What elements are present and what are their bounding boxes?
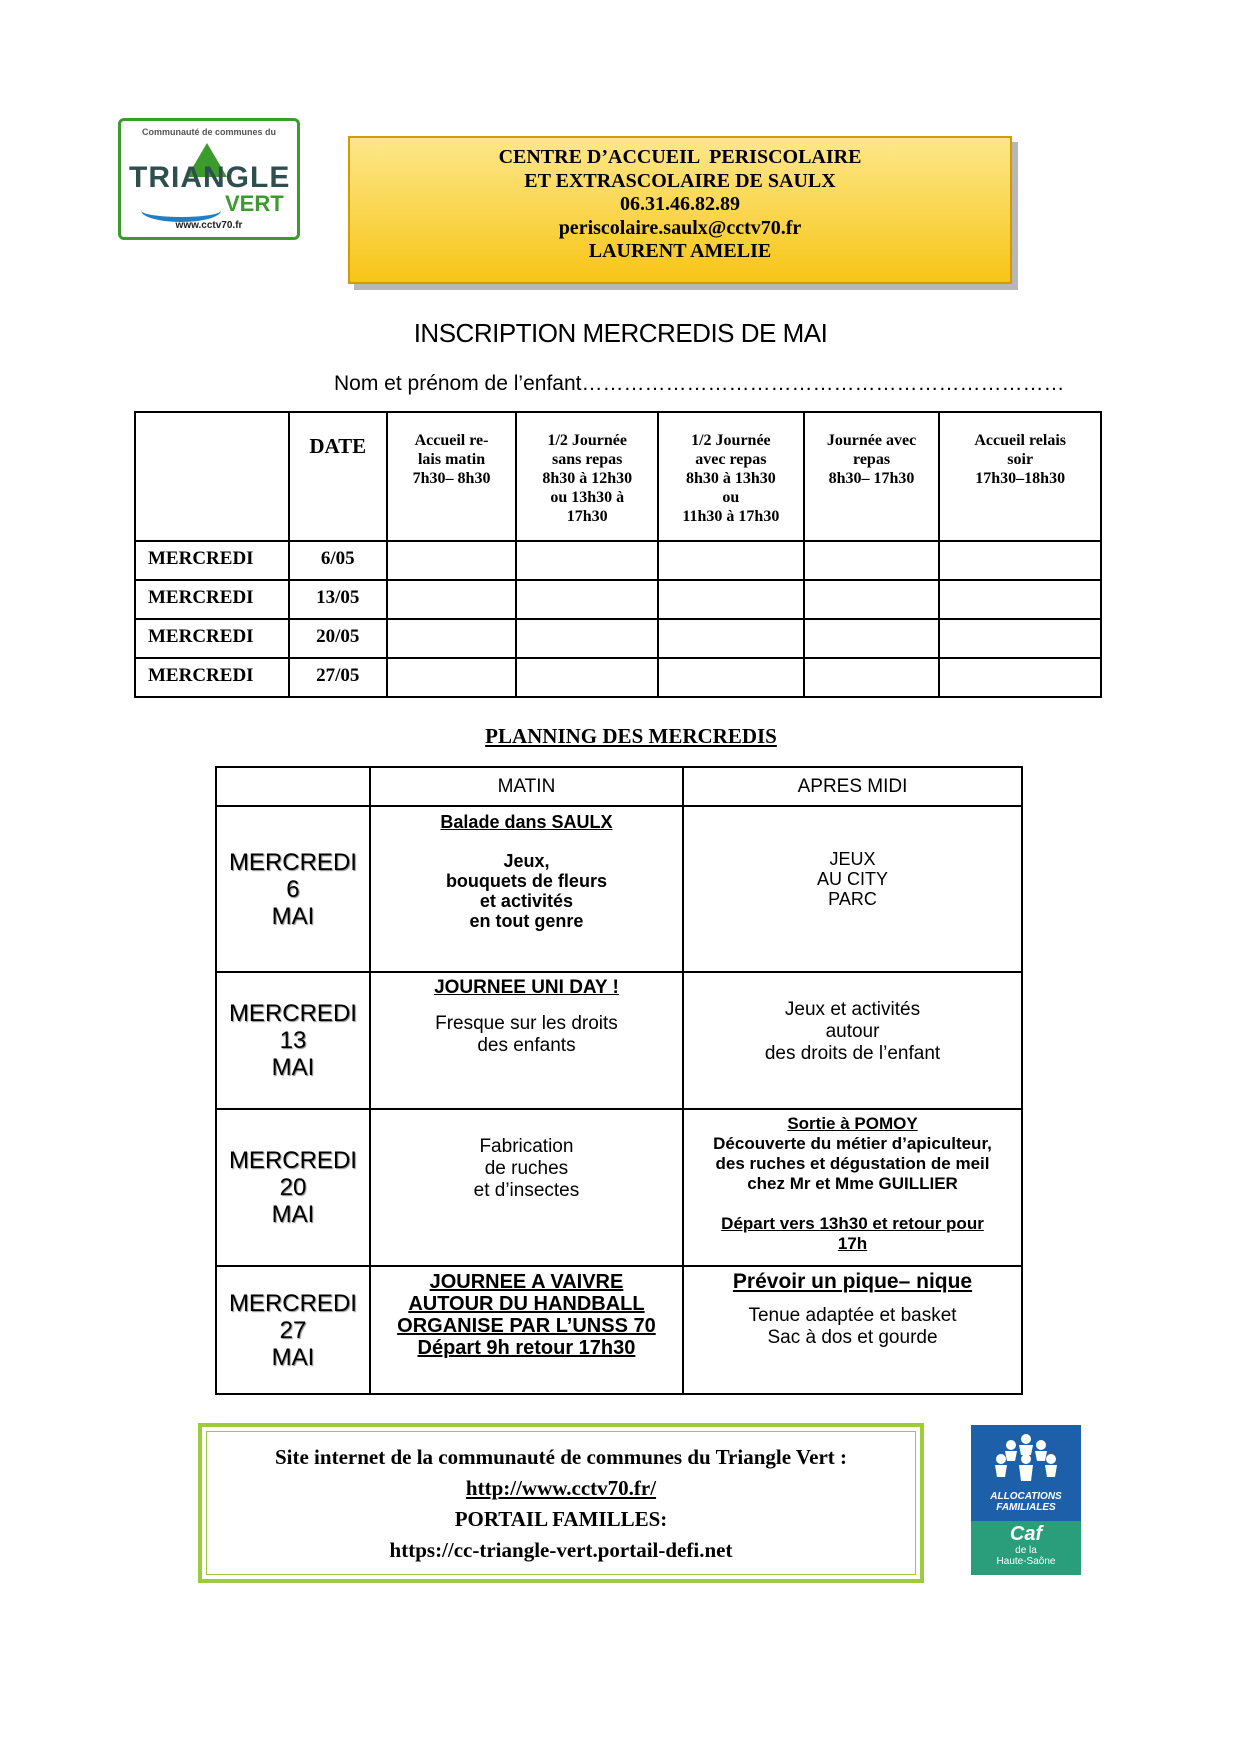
page-title: INSCRIPTION MERCREDIS DE MAI xyxy=(413,318,828,348)
checkbox-cell[interactable] xyxy=(387,541,517,580)
table-row xyxy=(135,658,1101,697)
child-name-field[interactable]: Nom et prénom de l’enfant…………………………………………………………… xyxy=(334,372,1065,395)
planning-matin-cell xyxy=(370,972,683,1109)
row-date: 27/05 xyxy=(289,658,387,697)
caf-logo xyxy=(971,1425,1081,1575)
checkbox-cell[interactable] xyxy=(804,619,940,658)
checkbox-cell[interactable] xyxy=(658,580,804,619)
planning-day: MERCREDI 20 MAI xyxy=(216,1109,370,1266)
logo-top-text: Communauté de communes du xyxy=(141,127,276,137)
row-day: MERCREDI xyxy=(135,658,289,697)
footer-line3: PORTAIL FAMILLES: xyxy=(454,1507,668,1531)
logo-brand-main: TRIANGLE xyxy=(129,161,291,194)
planning-matin-cell: JOURNEE A VAIVRE AUTOUR DU HANDBALL ORGANISE PAR L’UNSS 70 Départ 9h retour 17h30 xyxy=(370,1266,683,1394)
planning-apres-cell xyxy=(683,1109,1022,1266)
planning-apres-cell: Jeux et activités autour des droits de l’enfant xyxy=(683,972,1022,1109)
footer-url-link[interactable]: http://www.cctv70.fr/ xyxy=(465,1476,657,1500)
header-line2: ET EXTRASCOLAIRE DE SAULX xyxy=(524,169,836,192)
planning-header-row xyxy=(216,767,1022,806)
checkbox-cell[interactable] xyxy=(939,619,1101,658)
activity-body: Tenue adaptée et basket Sac à dos et gourde xyxy=(748,1305,957,1348)
checkbox-cell[interactable] xyxy=(939,658,1101,697)
row-date: 13/05 xyxy=(289,580,387,619)
planning-row xyxy=(216,1266,1022,1394)
table-row xyxy=(135,619,1101,658)
caf-dept-text: de la Haute-Saône xyxy=(996,1545,1056,1567)
planning-row xyxy=(216,972,1022,1109)
planning-apres-cell: JEUX AU CITY PARC xyxy=(683,806,1022,972)
planning-header-apres: APRES MIDI xyxy=(683,767,1022,806)
logo-url: www.cctv70.fr xyxy=(175,220,243,231)
header-cell-accueil-matin: Accueil re- lais matin 7h30– 8h30 xyxy=(387,412,517,541)
planning-title: PLANNING DES MERCREDIS xyxy=(485,724,777,748)
row-day: MERCREDI xyxy=(135,580,289,619)
inscription-header-row xyxy=(135,412,1101,541)
checkbox-cell[interactable] xyxy=(804,580,940,619)
activity-title: Sortie à POMOY xyxy=(787,1114,918,1133)
checkbox-cell[interactable] xyxy=(804,541,940,580)
activity-body: Fresque sur les droits des enfants xyxy=(435,1013,618,1056)
header-email: periscolaire.saulx@cctv70.fr xyxy=(558,216,802,239)
planning-apres-cell xyxy=(683,1266,1022,1394)
header-line1: CENTRE D’ACCUEIL PERISCOLAIRE xyxy=(498,146,862,168)
checkbox-cell[interactable] xyxy=(387,619,517,658)
row-date: 6/05 xyxy=(289,541,387,580)
checkbox-cell[interactable] xyxy=(516,580,658,619)
activity-body: Jeux, bouquets de fleurs et activités en tout genre xyxy=(445,851,607,931)
planning-day: MERCREDI 13 MAI xyxy=(216,972,370,1109)
planning-row xyxy=(216,806,1022,972)
header-contact-box xyxy=(348,136,1012,284)
logo-brand-sub: VERT xyxy=(225,191,284,216)
activity-body: Découverte du métier d’apiculteur, des ruches et dégustation de meil chez Mr et Mme GUILLIER xyxy=(713,1134,992,1193)
header-cell-empty xyxy=(135,412,289,541)
row-date: 20/05 xyxy=(289,619,387,658)
header-cell-accueil-soir: Accueil relais soir 17h30–18h30 xyxy=(939,412,1101,541)
header-contact: LAURENT AMELIE xyxy=(588,240,772,262)
checkbox-cell[interactable] xyxy=(939,541,1101,580)
checkbox-cell[interactable] xyxy=(516,541,658,580)
checkbox-cell[interactable] xyxy=(516,658,658,697)
header-phone: 06.31.46.82.89 xyxy=(620,193,740,215)
activity-depart: Départ vers 13h30 et retour pour 17h xyxy=(721,1214,984,1253)
row-day: MERCREDI xyxy=(135,619,289,658)
checkbox-cell[interactable] xyxy=(658,619,804,658)
planning-matin-cell: Fabrication de ruches et d’insectes xyxy=(370,1109,683,1266)
checkbox-cell[interactable] xyxy=(804,658,940,697)
inscription-table xyxy=(134,411,1102,698)
footer-line1: Site internet de la communauté de communes du Triangle Vert : xyxy=(274,1445,848,1469)
planning-header-matin: MATIN xyxy=(370,767,683,806)
header-cell-demi-sans-repas: 1/2 Journée sans repas 8h30 à 12h30 ou 13h30 à 17h30 xyxy=(516,412,658,541)
activity-title: Balade dans SAULX xyxy=(440,812,613,832)
triangle-vert-logo xyxy=(118,118,300,240)
planning-matin-cell xyxy=(370,806,683,972)
header-cell-date: DATE xyxy=(289,412,387,541)
planning-header-empty xyxy=(216,767,370,806)
checkbox-cell[interactable] xyxy=(387,658,517,697)
logo-swoosh-icon xyxy=(141,199,221,222)
planning-day: MERCREDI 27 MAI xyxy=(216,1266,370,1394)
table-row xyxy=(135,580,1101,619)
checkbox-cell[interactable] xyxy=(658,541,804,580)
footer-box xyxy=(198,1423,924,1583)
activity-title: Prévoir un pique– nique xyxy=(732,1270,973,1293)
caf-alloc-text: ALLOCATIONS FAMILIALES xyxy=(990,1491,1062,1513)
footer-portal-link[interactable]: https://cc-triangle-vert.portail-defi.net xyxy=(389,1538,733,1562)
planning-row xyxy=(216,1109,1022,1266)
activity-title: JOURNEE UNI DAY ! xyxy=(434,977,619,998)
row-day: MERCREDI xyxy=(135,541,289,580)
header-cell-demi-avec-repas: 1/2 Journée avec repas 8h30 à 13h30 ou 11h30 à 17h30 xyxy=(658,412,804,541)
planning-table xyxy=(215,766,1023,1395)
checkbox-cell[interactable] xyxy=(516,619,658,658)
planning-day: MERCREDI 6 MAI xyxy=(216,806,370,972)
checkbox-cell[interactable] xyxy=(939,580,1101,619)
header-cell-journee-repas: Journée avec repas 8h30– 17h30 xyxy=(804,412,940,541)
caf-people-icon xyxy=(991,1433,1061,1487)
caf-text: Caf xyxy=(1009,1523,1043,1545)
checkbox-cell[interactable] xyxy=(387,580,517,619)
checkbox-cell[interactable] xyxy=(658,658,804,697)
table-row xyxy=(135,541,1101,580)
